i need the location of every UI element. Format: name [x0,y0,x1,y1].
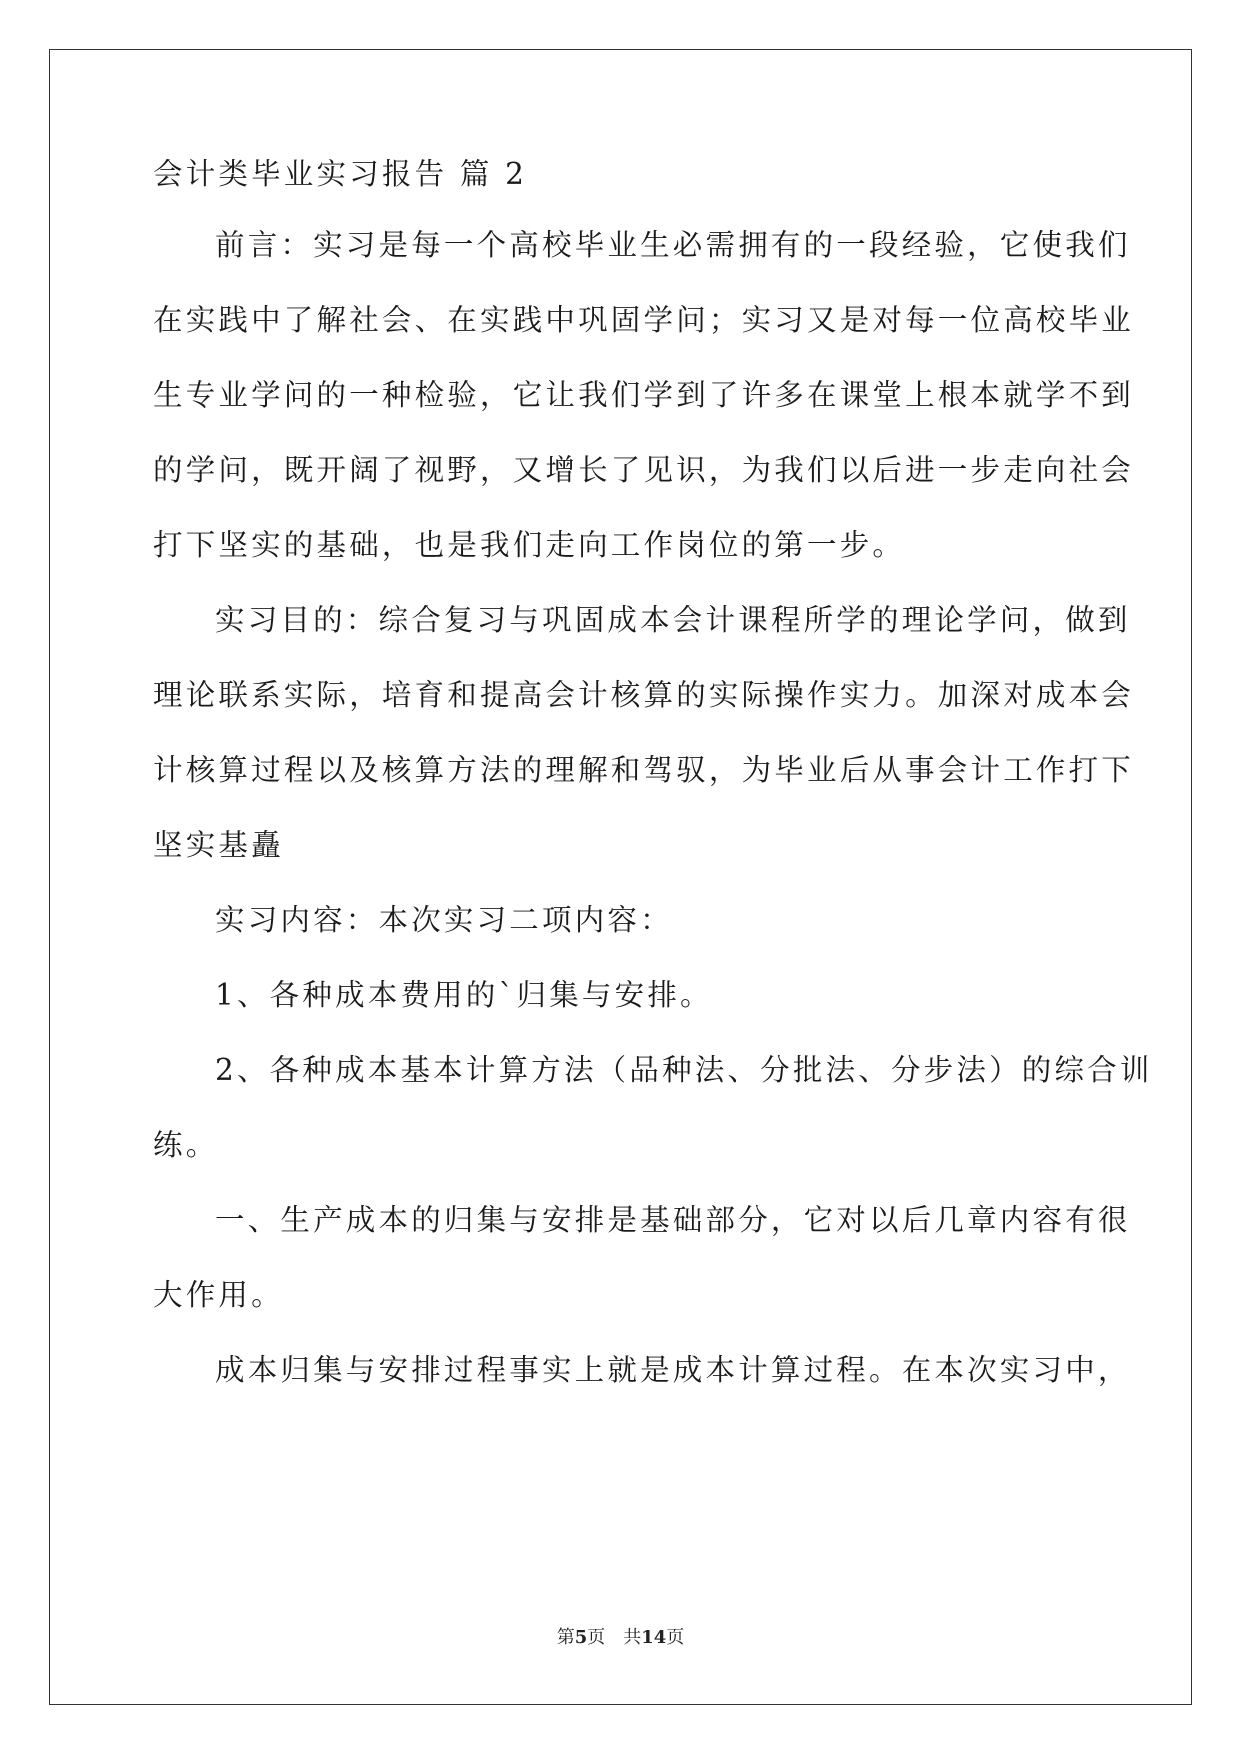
paragraph-line: 练。 [153,1128,219,1162]
paragraph-line: 1、各种成本费用的`归集与安排。 [215,978,713,1012]
paragraph-line: 坚实基矗 [153,828,284,862]
paragraph-line: 的学问，既开阔了视野，又增长了见识，为我们以后进一步走向社会 [153,453,1135,487]
footer-middle: 页 共 [587,1627,642,1648]
total-page-count: 14 [641,1627,667,1648]
paragraph-line: 打下坚实的基础，也是我们走向工作岗位的第一步。 [153,528,906,562]
current-page-number: 5 [574,1627,588,1648]
paragraph-line: 实习内容：本次实习二项内容： [215,903,673,937]
page-footer [0,1623,1241,1649]
page-border [49,49,1192,1705]
paragraph-line: 前言：实习是每一个高校毕业生必需拥有的一段经验，它使我们 [215,228,1131,262]
paragraph-line: 一、生产成本的归集与安排是基础部分，它对以后几章内容有很 [215,1203,1131,1237]
paragraph-line: 大作用。 [153,1278,284,1312]
paragraph-line: 生专业学问的一种检验，它让我们学到了许多在课堂上根本就学不到 [153,378,1135,412]
paragraph-line: 在实践中了解社会、在实践中巩固学问；实习又是对每一位高校毕业 [153,303,1135,337]
document-heading: 会计类毕业实习报告 篇 2 [153,157,528,191]
paragraph-line: 实习目的：综合复习与巩固成本会计课程所学的理论学问，做到 [215,603,1131,637]
paragraph-line: 成本归集与安排过程事实上就是成本计算过程。在本次实习中， [215,1353,1131,1387]
paragraph-line: 计核算过程以及核算方法的理解和驾驭，为毕业后从事会计工作打下 [153,753,1135,787]
paragraph-line: 理论联系实际，培育和提高会计核算的实际操作实力。加深对成本会 [153,678,1135,712]
paragraph-line: 2、各种成本基本计算方法（品种法、分批法、分步法）的综合训 [215,1053,1153,1087]
footer-prefix: 第 [556,1627,575,1648]
footer-suffix: 页 [666,1627,685,1648]
